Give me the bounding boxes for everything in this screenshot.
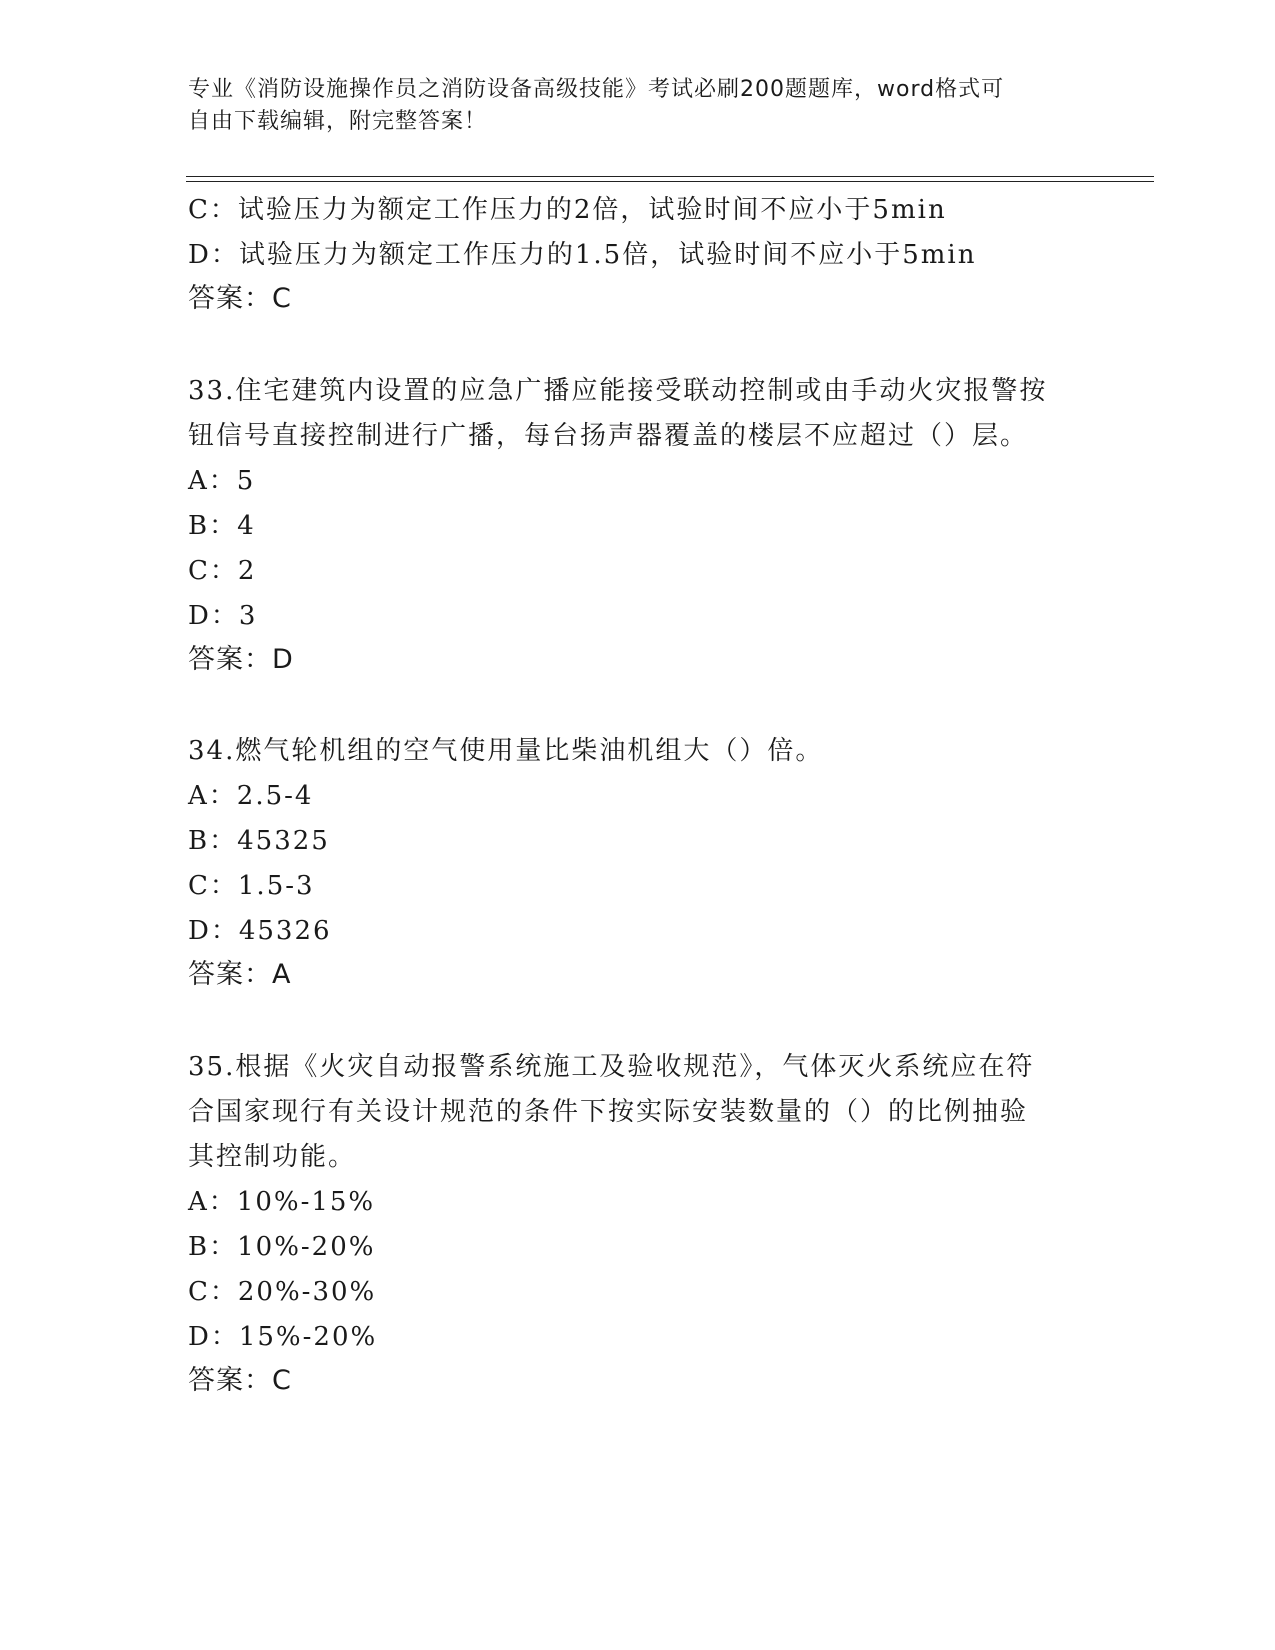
q35-option-d: D：15%-20% — [188, 1322, 378, 1352]
q35-stem-line-3: 其控制功能。 — [188, 1142, 357, 1172]
q34-option-a: A：2.5-4 — [188, 781, 314, 811]
q35-stem-line-2: 合国家现行有关设计规范的条件下按实际安装数量的（）的比例抽验 — [188, 1097, 1029, 1127]
q33-option-a: A：5 — [188, 466, 256, 496]
header-line-2: 自由下载编辑，附完整答案！ — [188, 109, 488, 134]
q32-answer: 答案：C — [188, 283, 292, 314]
q35-stem-line-1: 35.根据《火灾自动报警系统施工及验收规范》，气体灭火系统应在符 — [188, 1052, 1035, 1082]
q33-option-b: B：4 — [188, 511, 256, 541]
q35-option-a: A：10%-15% — [188, 1187, 376, 1217]
q32-option-c: C：试验压力为额定工作压力的2倍，试验时间不应小于5min — [188, 195, 947, 225]
q33-answer: 答案：D — [188, 644, 294, 675]
q34-option-c: C：1.5-3 — [188, 871, 315, 901]
q35-option-b: B：10%-20% — [188, 1232, 376, 1262]
q34-answer: 答案：A — [188, 959, 292, 990]
document-header — [188, 74, 1068, 138]
q34-option-d: D：45326 — [188, 916, 332, 946]
q34-option-b: B：45325 — [188, 826, 330, 856]
header-divider-top — [186, 176, 1154, 177]
q35-answer: 答案：C — [188, 1365, 292, 1396]
q33-stem-line-2: 钮信号直接控制进行广播，每台扬声器覆盖的楼层不应超过（）层。 — [188, 421, 1029, 451]
header-line-1: 专业《消防设施操作员之消防设备高级技能》考试必刷200题题库，word格式可 — [188, 77, 1005, 102]
q33-stem-line-1: 33.住宅建筑内设置的应急广播应能接受联动控制或由手动火灾报警按 — [188, 376, 1048, 406]
q32-option-d: D：试验压力为额定工作压力的1.5倍，试验时间不应小于5min — [188, 240, 977, 270]
q33-option-d: D：3 — [188, 601, 258, 631]
q33-option-c: C：2 — [188, 556, 257, 586]
header-divider-bottom — [186, 181, 1154, 182]
q34-stem-line-1: 34.燃气轮机组的空气使用量比柴油机组大（）倍。 — [188, 736, 824, 766]
q35-option-c: C：20%-30% — [188, 1277, 377, 1307]
